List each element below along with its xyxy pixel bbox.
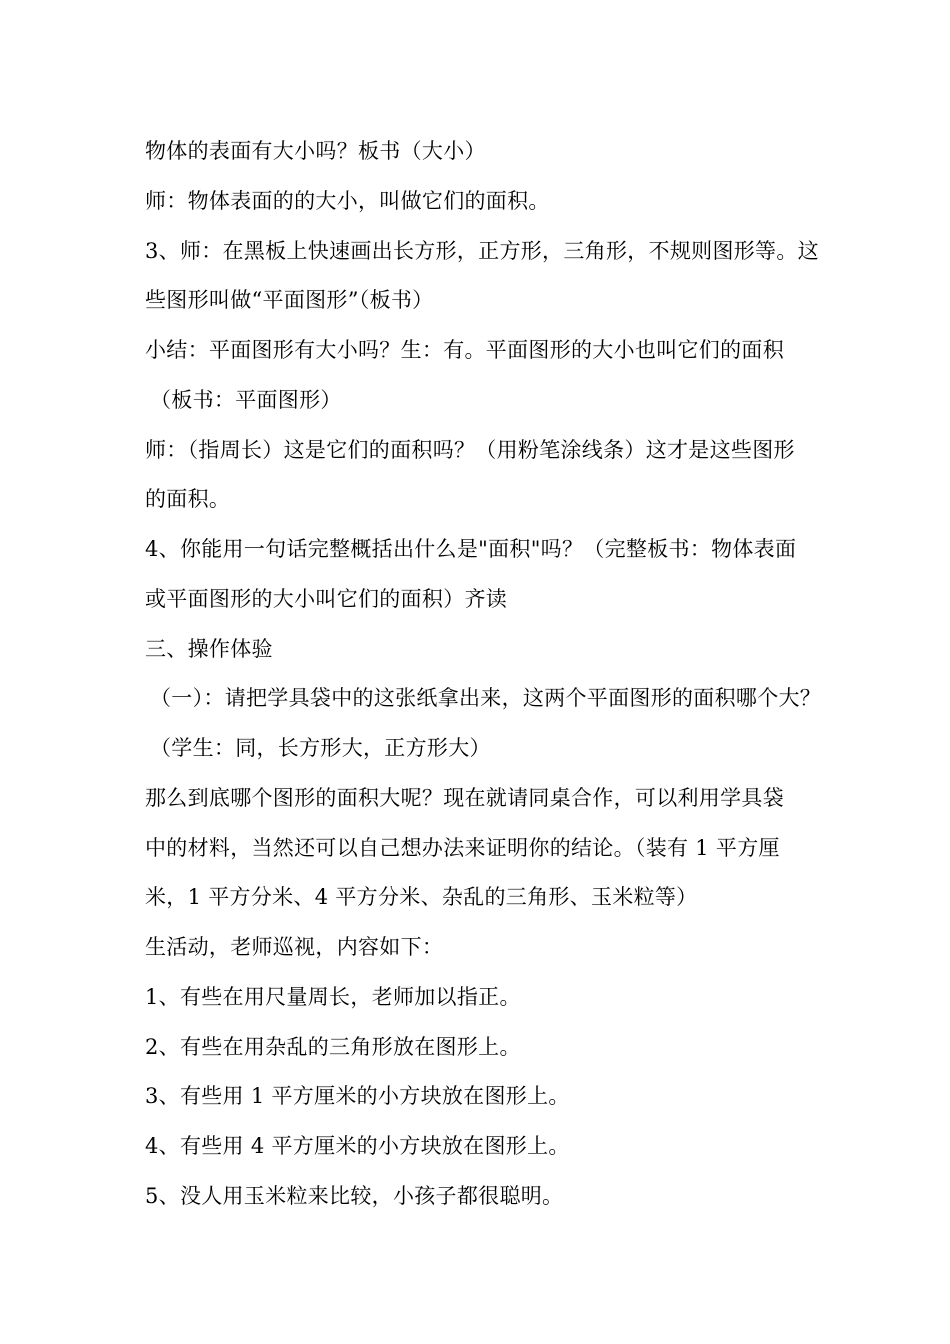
text-line: 些图形叫做“平面图形”（板书）	[145, 288, 434, 312]
text-line: 物体的表面有大小吗？板书（大小）	[145, 139, 486, 163]
text-line: （学生：同，长方形大，正方形大）	[150, 736, 491, 760]
list-item: 1、有些在用尺量周长，老师加以指正。	[145, 985, 521, 1009]
text-line: 4、你能用一句话完整概括出什么是"面积"吗？（完整板书：物体表面	[145, 537, 797, 561]
text-line: 小结：平面图形有大小吗？生：有。平面图形的大小也叫它们的面积	[145, 338, 784, 362]
list-item: 5、没人用玉米粒来比较，小孩子都很聪明。	[145, 1184, 564, 1208]
text-line: 中的材料，当然还可以自己想办法来证明你的结论。（装有 1 平方厘	[145, 836, 780, 860]
text-line: （一）：请把学具袋中的这张纸拿出来，这两个平面图形的面积哪个大？	[150, 686, 822, 710]
text-line: 师：物体表面的的大小，叫做它们的面积。	[145, 189, 550, 213]
section-heading: 三、操作体验	[145, 637, 273, 661]
text-line: 或平面图形的大小叫它们的面积）齐读	[145, 587, 508, 611]
list-item: 2、有些在用杂乱的三角形放在图形上。	[145, 1035, 521, 1059]
text-line: （板书：平面图形）	[150, 388, 342, 412]
list-item: 4、有些用 4 平方厘米的小方块放在图形上。	[145, 1134, 570, 1158]
text-line: 生活动，老师巡视，内容如下：	[145, 935, 444, 959]
text-line: 的面积。	[145, 487, 231, 511]
text-line: 3、师：在黑板上快速画出长方形，正方形，三角形，不规则图形等。这	[145, 239, 819, 263]
text-line: 那么到底哪个图形的面积大呢？现在就请同桌合作，可以利用学具袋	[145, 786, 784, 810]
text-line: 师：（指周长）这是它们的面积吗？（用粉笔涂线条）这才是这些图形	[145, 438, 795, 462]
text-line: 米，1 平方分米、4 平方分米、杂乱的三角形、玉米粒等）	[145, 885, 698, 909]
list-item: 3、有些用 1 平方厘米的小方块放在图形上。	[145, 1084, 570, 1108]
